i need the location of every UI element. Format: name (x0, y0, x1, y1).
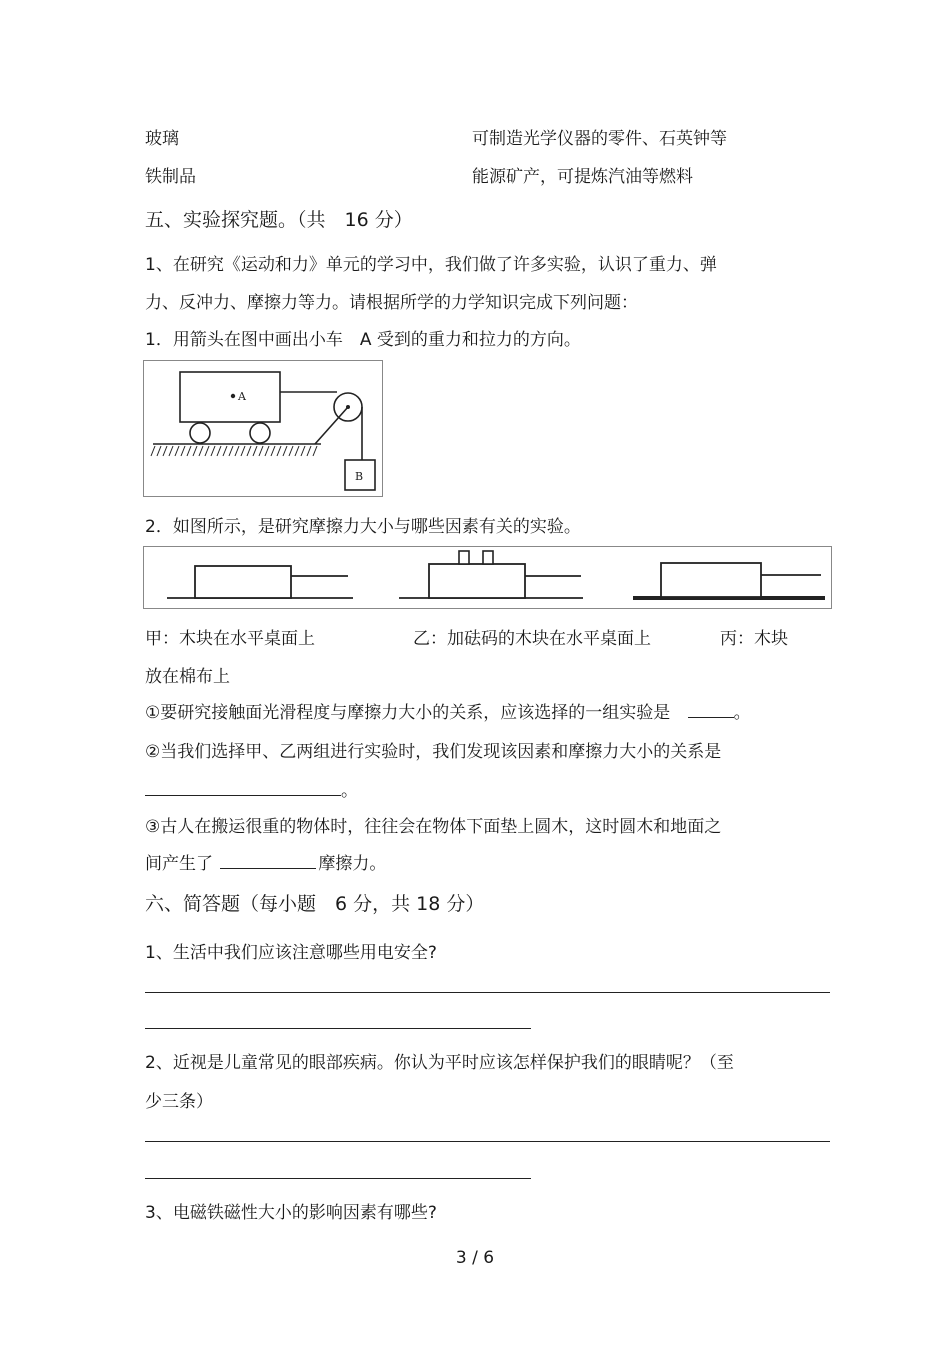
section5-sub1: 1．用箭头在图中画出小车 A 受到的重力和拉力的方向。 (145, 330, 581, 350)
answer-line[interactable] (145, 1141, 830, 1142)
answer-line[interactable] (145, 1028, 531, 1029)
question-c-line1: ③古人在搬运很重的物体时，往往会在物体下面垫上圆木，这时圆木和地面之 (145, 817, 722, 837)
question-c-start: 间产生了 (145, 854, 213, 874)
cart-wheel-left (190, 423, 210, 443)
cart-body (180, 372, 280, 422)
material-name: 玻璃 (145, 129, 179, 149)
table-row (145, 162, 693, 187)
caption-jia: 甲：木块在水平桌面上 (145, 629, 315, 649)
wood-block-yi (429, 564, 525, 598)
section6-q2-line2: 少三条） (145, 1092, 213, 1112)
page-number: 3 / 6 (455, 1248, 495, 1268)
answer-blank-b[interactable] (145, 795, 341, 796)
section5-sub2: 2．如图所示，是研究摩擦力大小与哪些因素有关的实验。 (145, 517, 581, 537)
section6-q1: 1、生活中我们应该注意哪些用电安全? (145, 943, 437, 963)
caption-bing: 丙：木块 (720, 629, 788, 649)
table-row (145, 124, 727, 149)
weight-label-b: B (355, 470, 364, 483)
question-b: ②当我们选择甲、乙两组进行实验时，我们发现该因素和摩擦力大小的关系是 (145, 742, 722, 762)
wood-block-jia (195, 566, 291, 598)
cart-wheel-right (250, 423, 270, 443)
question-a (145, 698, 751, 723)
answer-line[interactable] (145, 992, 830, 993)
cart-label-a: A (238, 390, 246, 403)
section5-q1-line2: 力、反冲力、摩擦力等力。请根据所学的力学知识完成下列问题： (145, 293, 638, 313)
question-a-end: 。 (733, 703, 751, 723)
section6-title: 六、简答题（每小题 6 分，共 18 分） (145, 893, 485, 915)
section6-q3: 3、电磁铁磁性大小的影响因素有哪些? (145, 1203, 437, 1223)
cart-pulley-figure (143, 360, 385, 499)
answer-blank-c[interactable] (220, 868, 316, 869)
caption-row (145, 624, 788, 649)
point-a-dot (231, 394, 235, 398)
section6-q2-line1: 2、近视是儿童常见的眼部疾病。你认为平时应该怎样保护我们的眼睛呢？（至 (145, 1053, 734, 1073)
answer-line[interactable] (145, 1178, 531, 1179)
caption-yi: 乙：加砝码的木块在水平桌面上 (413, 629, 651, 649)
question-b-end: 。 (341, 781, 358, 801)
friction-experiments-figure (143, 546, 833, 610)
section5-title: 五、实验探究题。（共 16 分） (145, 209, 413, 231)
question-b-answer (145, 776, 358, 801)
section5-q1-line1: 1、在研究《运动和力》单元的学习中，我们做了许多实验，认识了重力、弹 (145, 255, 717, 275)
answer-blank-a[interactable] (688, 717, 734, 718)
material-name: 铁制品 (145, 167, 196, 187)
weight-1 (459, 551, 469, 564)
question-a-text: ①要研究接触面光滑程度与摩擦力大小的关系，应该选择的一组实验是 (145, 703, 671, 723)
question-c-end: 摩擦力。 (318, 854, 387, 874)
wood-block-bing (661, 563, 761, 597)
question-c-line2 (145, 849, 386, 874)
material-use: 可制造光学仪器的零件、石英钟等 (472, 129, 727, 149)
weight-2 (483, 551, 493, 564)
caption-continued: 放在棉布上 (145, 667, 230, 687)
material-use: 能源矿产，可提炼汽油等燃料 (472, 167, 693, 187)
